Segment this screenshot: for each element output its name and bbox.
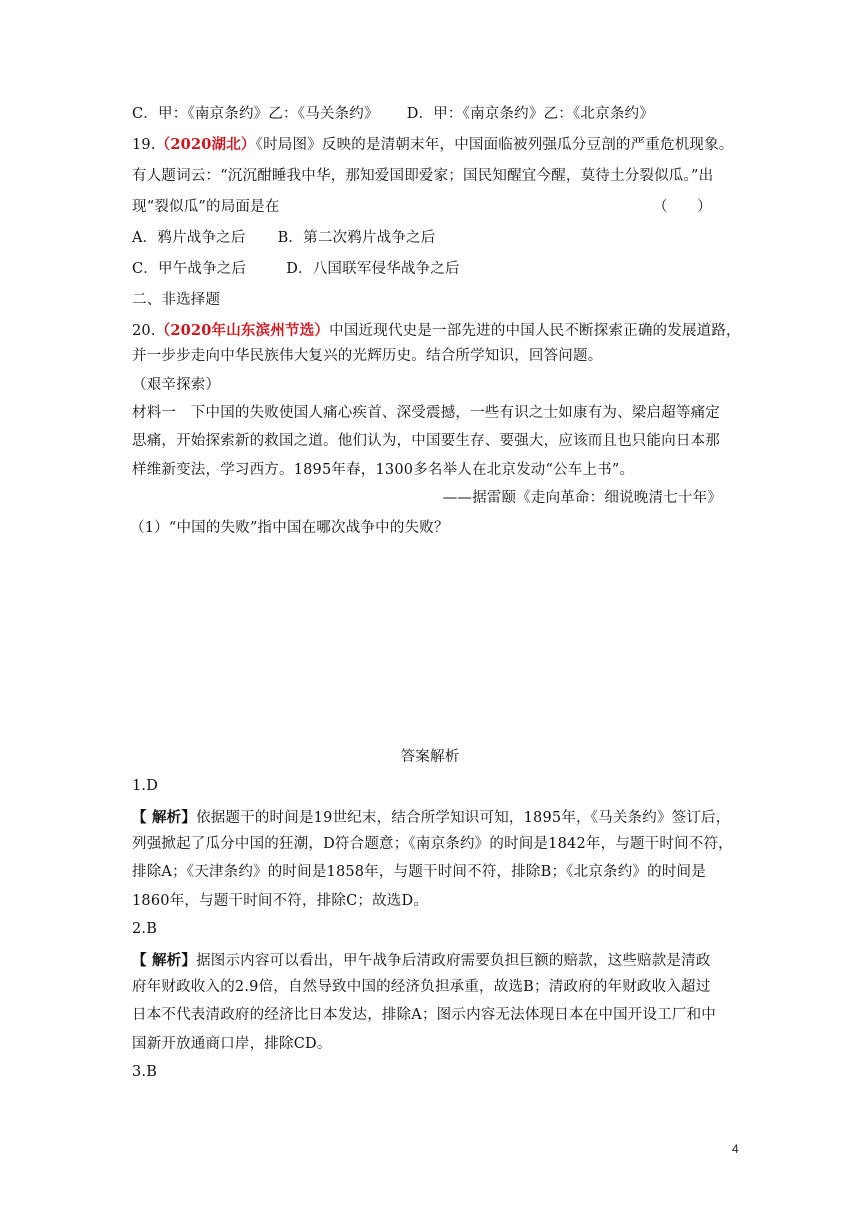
- q20-text-1: 中国近现代史是一部先进的中国人民不断探索正确的发展道路，: [329, 323, 741, 339]
- q19-answer-bracket: （ ）: [653, 199, 712, 215]
- answer-1-line1: [132, 808, 732, 828]
- answer-2-line2: 府年财政收入的2.9倍，自然导致中国的经济负担承重，故选B；清政府的年财政收入超过: [132, 979, 711, 995]
- answer-1-text-1: 依据题干的时间是19世纪末，结合所学知识可知，1895年，《马关条约》签订后，: [196, 810, 731, 826]
- answer-2-label: 2.B: [132, 921, 158, 937]
- q20-material-line3: 样维新变法，学习西方。1895年春，1300多名举人在北京发动“公车上书”。: [132, 462, 635, 478]
- q19-text-1: 《时局图》反映的是清朝末年，中国面临被列强瓜分豆剖的严重危机现象。: [255, 137, 734, 153]
- q19-source: （2020湖北）: [155, 136, 256, 153]
- q20-citation: ——据雷颐《走向革命：细说晚清七十年》: [442, 490, 722, 506]
- q20-stem-line2: 并一步步走向中华民族伟大复兴的光辉历史。结合所学知识，回答问题。: [132, 348, 603, 364]
- q19-number: 19.: [132, 137, 156, 153]
- q18-option-c: C．甲：《南京条约》乙：《马关条约》: [132, 106, 379, 122]
- answers-title: 答案解析: [400, 749, 460, 765]
- q19-options-cd: [132, 259, 732, 279]
- q20-material-line2: 思痛，开始探索新的救国之道。他们认为，中国要生存、要强大，应该而且也只能向日本那: [132, 433, 720, 449]
- answer-1-line4: 1860年，与题干时间不符，排除C；故选D。: [132, 893, 429, 909]
- answer-2-tag: 【 解析】: [132, 952, 197, 969]
- q20-number: 20.: [132, 323, 156, 339]
- answer-2-line3: 日本不代表清政府的经济比日本发达，排除A；图示内容无法体现日本在中国开设工厂和中: [132, 1007, 716, 1023]
- q19-options-ab: [132, 228, 732, 248]
- q20-question-1: （1）“中国的失败”指中国在哪次战争中的失败？: [130, 520, 449, 536]
- answer-2-line1: [132, 951, 732, 971]
- q20-source: （2020年山东滨州节选）: [155, 322, 330, 339]
- q19-option-c: C．甲午战争之后: [132, 261, 247, 277]
- answer-2-line4: 国新开放通商口岸，排除CD。: [132, 1036, 332, 1052]
- q19-option-a: A．鸦片战争之后: [132, 230, 246, 246]
- section-heading-non-choice: 二、非选择题: [132, 292, 221, 308]
- q19-stem-line2: 有人题词云：“沉沉酣睡我中华，那知爱国即爱家；国民知醒宜今醒，莫待土分裂似瓜。”出: [132, 168, 714, 184]
- answer-1-line3: 排除A；《天津条约》的时间是1858年，与题干时间不符，排除B；《北京条约》的时间是: [132, 864, 706, 880]
- q20-material-line1: 材料一 下中国的失败使国人痛心疾首、深受震撼，一些有识之士如康有为、梁启超等痛定: [132, 405, 720, 421]
- answer-1-tag: 【 解析】: [132, 809, 197, 826]
- q19-stem-line3: [132, 197, 732, 217]
- q20-subheading: （艰辛探索）: [132, 377, 221, 393]
- q19-text-3: 现“裂似瓜”的局面是在: [132, 199, 280, 215]
- q18-option-d: D．甲：《南京条约》乙：《北京条约》: [406, 106, 654, 122]
- q18-options-cd: [132, 104, 732, 124]
- q20-stem-line1: [132, 321, 741, 341]
- q19-option-d: D．八国联军侵华战争之后: [286, 261, 460, 277]
- answer-3-label: 3.B: [132, 1064, 158, 1080]
- q19-stem-line1: [132, 135, 732, 155]
- answer-1-label: 1.D: [132, 778, 159, 794]
- answer-1-line2: 列强掀起了瓜分中国的狂潮，D符合题意；《南京条约》的时间是1842年，与题干时间不符，: [132, 836, 733, 852]
- q19-option-b: B．第二次鸦片战争之后: [277, 230, 436, 246]
- page-number: 4: [732, 1142, 739, 1156]
- answer-2-text-1: 据图示内容可以看出，甲午战争后清政府需要负担巨额的赔款，这些赔款是清政: [196, 953, 711, 969]
